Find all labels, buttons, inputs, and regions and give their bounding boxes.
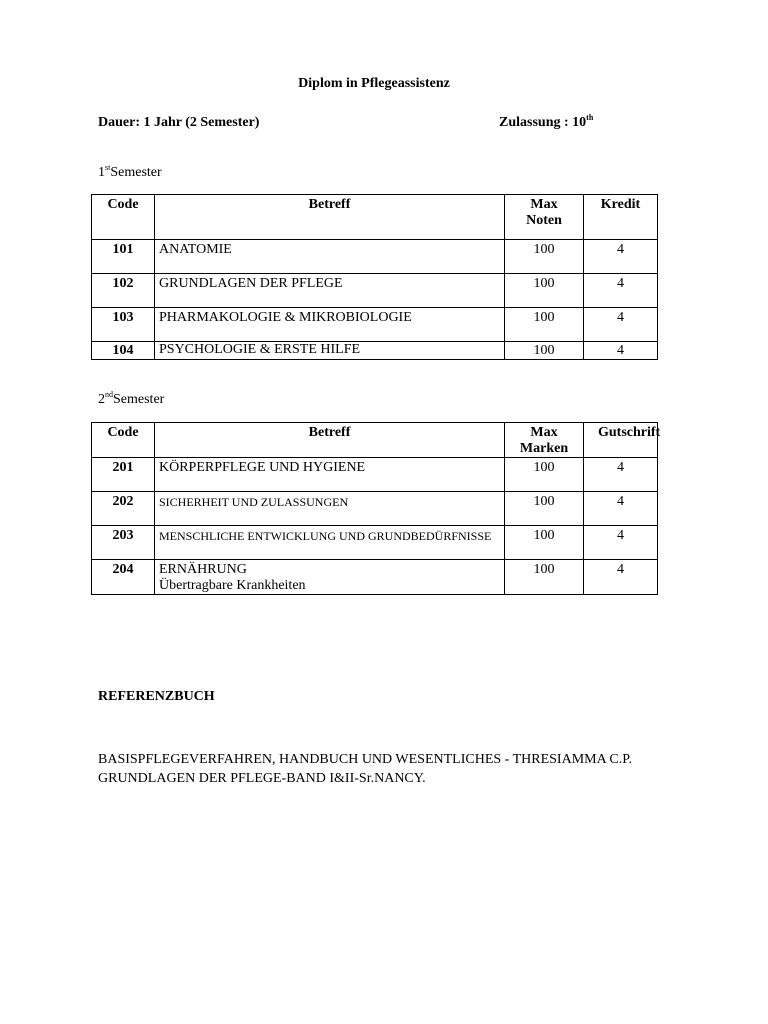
- admission-label: Zulassung : 10: [499, 115, 587, 130]
- header-max: [505, 195, 584, 240]
- header-max-line1: Max: [530, 197, 558, 212]
- row-code: 103: [92, 308, 155, 342]
- table-row: [92, 526, 658, 560]
- semester-2-sup: nd: [105, 390, 113, 399]
- row-max: 100: [505, 560, 584, 595]
- row-subject: GRUNDLAGEN DER PFLEGE: [155, 274, 505, 308]
- table-row: [92, 342, 658, 360]
- row-credit: 4: [584, 492, 658, 526]
- table-header-row: [92, 423, 658, 458]
- row-subject-extra: Übertragbare Krankheiten: [159, 578, 306, 593]
- row-max: 100: [505, 458, 584, 492]
- semester-2-label: Semester: [113, 392, 165, 407]
- table-row: [92, 560, 658, 595]
- header-max-line2: Noten: [526, 213, 562, 228]
- semester-2-heading: [98, 392, 164, 408]
- semester-1-number: 1: [98, 165, 105, 180]
- row-subject: PSYCHOLOGIE & ERSTE HILFE: [155, 342, 505, 360]
- reference-line: BASISPFLEGEVERFAHREN, HANDBUCH UND WESENTLICHES - THRESIAMMA C.P.: [98, 752, 632, 767]
- semester-1-table: [91, 194, 658, 360]
- row-code: 101: [92, 240, 155, 274]
- row-code: 201: [92, 458, 155, 492]
- row-credit: 4: [584, 342, 658, 360]
- row-code: 203: [92, 526, 155, 560]
- row-credit: 4: [584, 560, 658, 595]
- row-subject-cell: [155, 560, 505, 595]
- admission-requirement: [499, 115, 593, 131]
- table-row: [92, 492, 658, 526]
- admission-sup: th: [586, 113, 594, 122]
- row-credit: 4: [584, 308, 658, 342]
- header-max-line2: Marken: [519, 441, 569, 456]
- row-credit: 4: [584, 240, 658, 274]
- header-max: [505, 423, 584, 458]
- row-max: 100: [505, 342, 584, 360]
- header-subject: Betreff: [155, 195, 505, 240]
- row-max: 100: [505, 274, 584, 308]
- row-subject: ANATOMIE: [155, 240, 505, 274]
- row-code: 202: [92, 492, 155, 526]
- semester-1-label: Semester: [110, 165, 162, 180]
- header-credit: Kredit: [584, 195, 658, 240]
- row-max: 100: [505, 492, 584, 526]
- table-row: [92, 308, 658, 342]
- header-code: Code: [92, 423, 155, 458]
- reference-line: GRUNDLAGEN DER PFLEGE-BAND I&II-Sr.NANCY.: [98, 771, 426, 786]
- table-row: [92, 240, 658, 274]
- row-subject: KÖRPERPFLEGE UND HYGIENE: [155, 458, 505, 492]
- row-subject: MENSCHLICHE ENTWICKLUNG UND GRUNDBEDÜRFNISSE: [155, 526, 505, 560]
- semester-1-heading: [98, 165, 162, 181]
- header-credit: Gutschrift: [584, 423, 658, 458]
- header-code: Code: [92, 195, 155, 240]
- row-subject: ERNÄHRUNG: [159, 562, 247, 577]
- row-subject: SICHERHEIT UND ZULASSUNGEN: [155, 492, 505, 526]
- table-row: [92, 458, 658, 492]
- row-subject: PHARMAKOLOGIE & MIKROBIOLOGIE: [155, 308, 505, 342]
- course-duration: Dauer: 1 Jahr (2 Semester): [98, 115, 260, 130]
- row-max: 100: [505, 526, 584, 560]
- reference-heading: REFERENZBUCH: [98, 689, 215, 704]
- row-credit: 4: [584, 274, 658, 308]
- semester-2-table: [91, 422, 661, 595]
- table-row: [92, 274, 658, 308]
- row-credit: 4: [584, 526, 658, 560]
- row-code: 102: [92, 274, 155, 308]
- row-max: 100: [505, 308, 584, 342]
- semester-2-number: 2: [98, 392, 105, 407]
- row-code: 204: [92, 560, 155, 595]
- header-max-line1: Max: [530, 425, 558, 440]
- table-header-row: [92, 195, 658, 240]
- row-credit: 4: [584, 458, 658, 492]
- header-subject: Betreff: [155, 423, 505, 458]
- document-title: Diplom in Pflegeassistenz: [298, 76, 450, 91]
- semester-1-sup: st: [105, 163, 111, 172]
- row-code: 104: [92, 342, 155, 360]
- row-max: 100: [505, 240, 584, 274]
